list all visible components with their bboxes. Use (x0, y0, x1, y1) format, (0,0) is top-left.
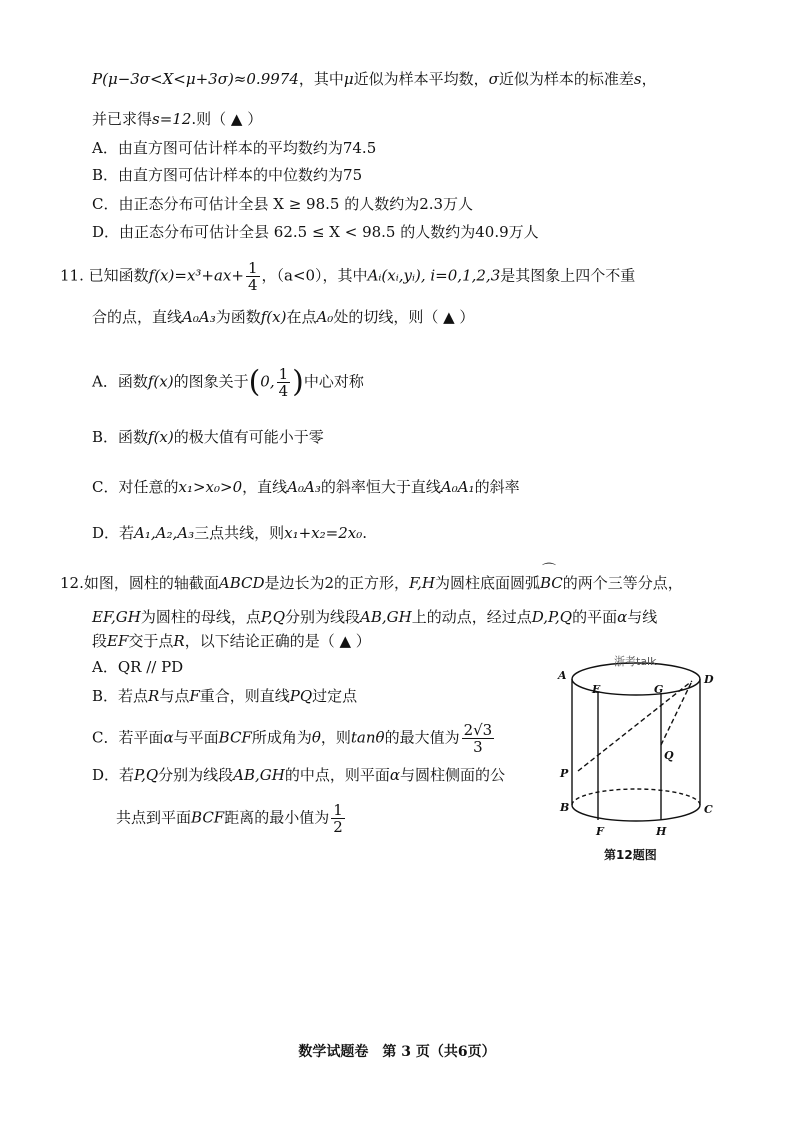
q12-option-a: A．QR // PD (92, 658, 184, 676)
q11-option-d: D．若A₁,A₂,A₃三点共线，则x₁+x₂=2x₀. (92, 524, 368, 542)
label-p: P (560, 767, 569, 780)
q10-stem-line2: 并已求得s=12.则（ ▲ ） (92, 110, 263, 128)
cylinder-diagram (556, 645, 716, 865)
cylinder-figure (556, 645, 716, 869)
normal-prob-formula: P(μ−3σ<X<μ+3σ)≈0.9974 (92, 70, 299, 88)
q11-option-a: A．函数f(x)的图象关于(0, $\frac{1}{4}$ )中心对称 (92, 364, 364, 400)
q10-option-d: D．由正态分布可估计全县 62.5 ≤ X < 98.5 的人数约为40.9万人 (92, 223, 539, 241)
label-q: Q (664, 749, 674, 762)
q10-stem-line1: P(μ−3σ<X<μ+3σ)≈0.9974，其中μ近似为样本平均数，σ近似为样本的标准差s， (92, 70, 657, 88)
q10-option-b: B．由直方图可估计样本的中位数约为75 (92, 166, 363, 184)
label-b: B (560, 801, 570, 814)
label-f: F (596, 825, 604, 838)
q11-option-c: C．对任意的x₁>x₀>0，直线A₀A₃的斜率恒大于直线A₀A₁的斜率 (92, 478, 520, 496)
bottom-front-arc (572, 805, 700, 821)
label-c: C (704, 803, 713, 816)
watermark: 浙考talk (614, 655, 657, 668)
q12-option-d-cont: 共点到平面BCF距离的最小值为 $\frac{1}{2}$ (116, 801, 343, 836)
q12-option-d: D．若P,Q分别为线段AB,GH的中点，则平面α与圆柱侧面的公 (92, 766, 506, 784)
question-number: 11. (60, 266, 84, 285)
q12-option-c: C．若平面α与平面BCF所成角为θ，则tanθ的最大值为 $\frac{2√3}{3}$ (92, 721, 493, 756)
label-e: E (592, 683, 601, 696)
q11-option-b: B．函数f(x)的极大值有可能小于零 (92, 428, 324, 446)
segment-qd (661, 681, 692, 745)
q11-stem-line2: 合的点，直线A₀A₃为函数f(x)在点A₀处的切线，则（ ▲ ） (92, 308, 475, 326)
label-d: D (704, 673, 714, 686)
q11-stem-line1: 11. 已知函数f(x)=x³+ax+ $\frac{1}{4}$ ，（a<0），其中Aᵢ(xᵢ,yᵢ), i=0,1,2,3是其图象上四个不重 (60, 259, 636, 294)
label-a: A (558, 669, 567, 682)
label-g: G (654, 683, 664, 696)
q12-stem-line3: 段EF交于点R，以下结论正确的是（ ▲ ） (92, 632, 371, 650)
page-footer: 数学试题卷 第 3 页（共6页） (298, 1044, 496, 1060)
arc-bc: ⌒ BC (540, 572, 563, 594)
fraction-one-quarter: $\frac{1}{4}$ (247, 259, 258, 294)
q10-option-a: A．由直方图可估计样本的平均数约为74.5 (92, 139, 377, 157)
label-h: H (656, 825, 667, 838)
question-number: 12. (60, 574, 84, 592)
q12-stem-line2: EF,GH为圆柱的母线，点P,Q分别为线段AB,GH上的动点，经过点D,P,Q的平面α与线 (92, 608, 658, 626)
bottom-back-arc (572, 789, 700, 805)
q12-option-b: B．若点R与点F重合，则直线PQ过定点 (92, 687, 358, 705)
figure-caption: 第12题图 (604, 848, 657, 862)
q10-option-c: C．由正态分布可估计全县 X ≥ 98.5 的人数约为2.3万人 (92, 195, 474, 213)
q12-stem-line1: 12.如图，圆柱的轴截面ABCD是边长为2的正方形，F,H为圆柱底面圆弧⌒ BC的两个三等分点， (60, 572, 683, 594)
